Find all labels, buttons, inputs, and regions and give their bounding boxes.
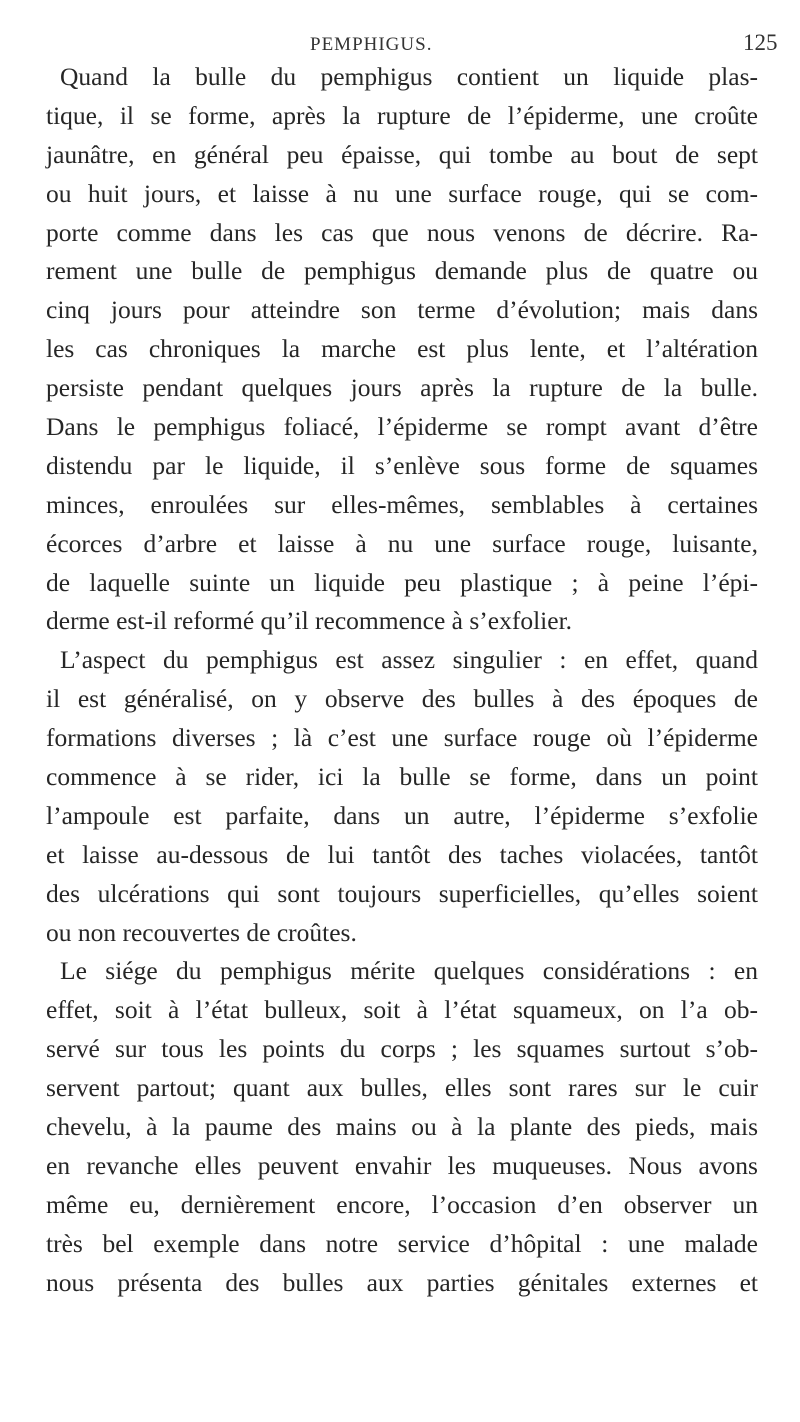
text-line: minces, enroulées sur elles-mêmes, semblables à certaines	[46, 489, 758, 519]
body-text	[46, 58, 758, 1303]
text-line: rement une bulle de pemphigus demande plus de quatre ou	[46, 256, 758, 286]
text-line: distendu par le liquide, il s’enlève sous forme de squames	[46, 450, 758, 480]
text-line: en revanche elles peuvent envahir les muqueuses. Nous avons	[46, 1150, 758, 1180]
text-line: commence à se rider, ici la bulle se forme, dans un point	[46, 762, 758, 792]
page-number: 125	[743, 30, 778, 55]
text-line: il est généralisé, on y observe des bulles à des époques de	[46, 684, 758, 714]
text-line: même eu, dernièrement encore, l’occasion d’en observer un	[46, 1189, 758, 1219]
text-line: Quand la bulle du pemphigus contient un liquide plas-	[60, 62, 758, 91]
text-line: formations diverses ; là c’est une surface rouge où l’épiderme	[46, 723, 758, 753]
text-line: les cas chroniques la marche est plus lente, et l’altération	[46, 334, 758, 364]
text-line: cinq jours pour atteindre son terme d’évolution; mais dans	[46, 295, 758, 325]
text-line: écorces d’arbre et laisse à nu une surface rouge, luisante,	[46, 528, 758, 558]
text-line: L’aspect du pemphigus est assez singulier : en effet, quand	[60, 645, 758, 675]
text-line: effet, soit à l’état bulleux, soit à l’état squameux, on l’a ob-	[46, 995, 758, 1025]
running-header	[0, 30, 800, 60]
text-line: tique, il se forme, après la rupture de l’épiderme, une croûte	[46, 100, 758, 130]
text-line: de laquelle suinte un liquide peu plastique ; à peine l’épi-	[46, 567, 758, 597]
text-line: servé sur tous les points du corps ; les squames surtout s’ob-	[46, 1034, 758, 1064]
text-line: Le siége du pemphigus mérite quelques considérations : en	[60, 956, 758, 986]
text-line: Dans le pemphigus foliacé, l’épiderme se rompt avant d’être	[46, 412, 758, 442]
text-line: nous présenta des bulles aux parties génitales externes et	[46, 1267, 758, 1297]
text-line: servent partout; quant aux bulles, elles sont rares sur le cuir	[46, 1073, 758, 1103]
text-line: jaunâtre, en général peu épaisse, qui tombe au bout de sept	[46, 139, 758, 169]
text-line: derme est-il reformé qu’il recommence à s’exfolier.	[46, 606, 573, 636]
text-line: persiste pendant quelques jours après la rupture de la bulle.	[46, 373, 758, 403]
text-line: très bel exemple dans notre service d’hôpital : une malade	[46, 1228, 758, 1258]
text-line: ou huit jours, et laisse à nu une surface rouge, qui se com-	[46, 178, 758, 208]
text-line: porte comme dans les cas que nous venons de décrire. Ra-	[46, 217, 758, 247]
text-line: l’ampoule est parfaite, dans un autre, l’épiderme s’exfolie	[46, 800, 758, 830]
text-line: et laisse au-dessous de lui tantôt des taches violacées, tantôt	[46, 839, 758, 869]
text-line: chevelu, à la paume des mains ou à la plante des pieds, mais	[46, 1112, 758, 1142]
text-line: ou non recouvertes de croûtes.	[46, 917, 357, 947]
text-line: des ulcérations qui sont toujours superficielles, qu’elles soient	[46, 878, 758, 908]
running-title: PEMPHIGUS.	[310, 34, 433, 55]
